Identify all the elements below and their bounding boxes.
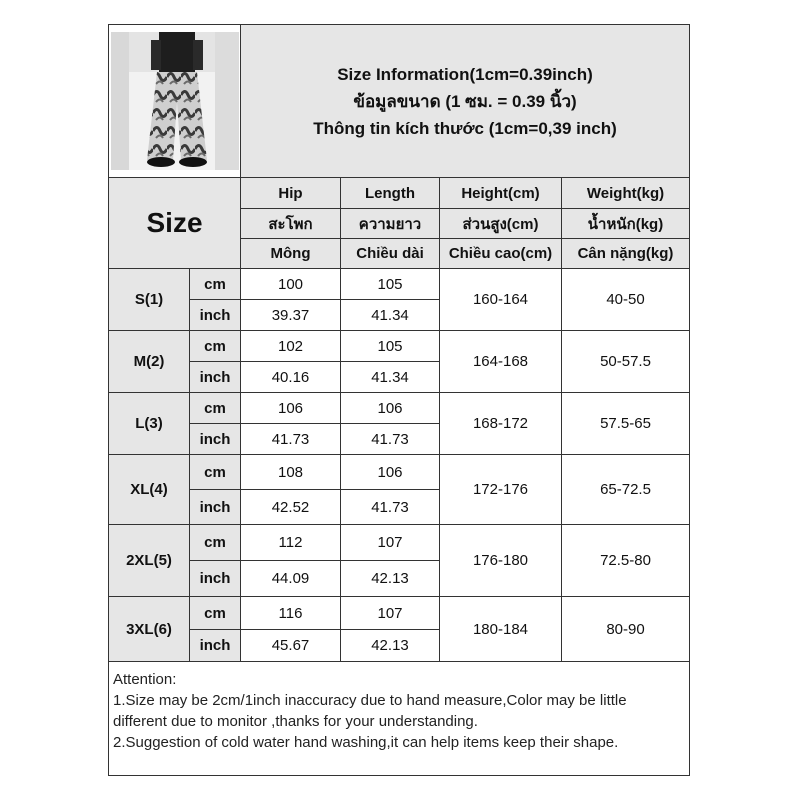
height-range: 180-184 — [439, 596, 561, 661]
height-range: 172-176 — [439, 454, 561, 524]
size-label: S(1) — [109, 268, 189, 330]
hip-inch-value: 42.52 — [240, 489, 340, 524]
weight-range: 50-57.5 — [561, 330, 689, 392]
hip-cm-value: 100 — [240, 268, 340, 299]
weight-range: 65-72.5 — [561, 454, 689, 524]
product-photo — [111, 32, 239, 170]
hip-inch-value: 39.37 — [240, 299, 340, 330]
height-range: 164-168 — [439, 330, 561, 392]
length-cm-value: 106 — [340, 392, 439, 423]
length-inch-value: 42.13 — [340, 629, 439, 661]
weight-range: 40-50 — [561, 268, 689, 330]
length-cm-value: 106 — [340, 454, 439, 489]
size-column-header: Size — [109, 177, 240, 268]
attention-notes — [109, 661, 689, 775]
size-label: 3XL(6) — [109, 596, 189, 661]
hip-inch-value: 40.16 — [240, 361, 340, 392]
length-inch-value: 41.34 — [340, 361, 439, 392]
height-range: 176-180 — [439, 524, 561, 596]
title-english: Size Information(1cm=0.39inch) — [337, 64, 593, 84]
length-header-th: ความยาว — [340, 208, 439, 238]
length-inch-value: 41.34 — [340, 299, 439, 330]
length-cm-value: 105 — [340, 268, 439, 299]
unit-cm-label: cm — [189, 454, 240, 489]
hip-header-vi: Mông — [240, 238, 340, 268]
weight-range: 72.5-80 — [561, 524, 689, 596]
unit-inch-label: inch — [189, 560, 240, 596]
unit-cm-label: cm — [189, 524, 240, 560]
hip-cm-value: 116 — [240, 596, 340, 629]
note-line-1b: different due to monitor ,thanks for your understanding. — [113, 713, 478, 730]
hip-header-th: สะโพก — [240, 208, 340, 238]
weight-range: 57.5-65 — [561, 392, 689, 454]
length-inch-value: 41.73 — [340, 423, 439, 454]
height-range: 160-164 — [439, 268, 561, 330]
length-inch-value: 42.13 — [340, 560, 439, 596]
weight-header-en: Weight(kg) — [561, 177, 689, 208]
unit-cm-label: cm — [189, 392, 240, 423]
unit-inch-label: inch — [189, 299, 240, 330]
size-label: 2XL(5) — [109, 524, 189, 596]
length-cm-value: 107 — [340, 524, 439, 560]
size-label: M(2) — [109, 330, 189, 392]
unit-inch-label: inch — [189, 423, 240, 454]
unit-inch-label: inch — [189, 489, 240, 524]
size-label: L(3) — [109, 392, 189, 454]
title-vietnamese: Thông tin kích thước (1cm=0,39 inch) — [313, 118, 617, 138]
height-header-th: ส่วนสูง(cm) — [439, 208, 561, 238]
hip-header-en: Hip — [240, 177, 340, 208]
unit-cm-label: cm — [189, 596, 240, 629]
hip-inch-value: 41.73 — [240, 423, 340, 454]
title-thai: ข้อมูลขนาด (1 ซม. = 0.39 นิ้ว) — [353, 91, 577, 111]
hip-inch-value: 45.67 — [240, 629, 340, 661]
length-inch-value: 41.73 — [340, 489, 439, 524]
unit-inch-label: inch — [189, 629, 240, 661]
note-line-2: 2.Suggestion of cold water hand washing,it can help items keep their shape. — [113, 734, 619, 751]
unit-cm-label: cm — [189, 268, 240, 299]
size-info-title — [240, 25, 689, 177]
hip-cm-value: 108 — [240, 454, 340, 489]
weight-header-vi: Cân nặng(kg) — [561, 238, 689, 268]
height-header-vi: Chiều cao(cm) — [439, 238, 561, 268]
attention-heading: Attention: — [113, 671, 177, 688]
length-cm-value: 105 — [340, 330, 439, 361]
hip-inch-value: 44.09 — [240, 560, 340, 596]
length-header-vi: Chiều dài — [340, 238, 439, 268]
weight-range: 80-90 — [561, 596, 689, 661]
length-cm-value: 107 — [340, 596, 439, 629]
height-header-en: Height(cm) — [439, 177, 561, 208]
length-header-en: Length — [340, 177, 439, 208]
weight-header-th: น้ำหนัก(kg) — [561, 208, 689, 238]
unit-cm-label: cm — [189, 330, 240, 361]
unit-inch-label: inch — [189, 361, 240, 392]
note-line-1a: 1.Size may be 2cm/1inch inaccuracy due to hand measure,Color may be little — [113, 692, 627, 709]
size-label: XL(4) — [109, 454, 189, 524]
hip-cm-value: 102 — [240, 330, 340, 361]
height-range: 168-172 — [439, 392, 561, 454]
hip-cm-value: 106 — [240, 392, 340, 423]
size-chart — [108, 24, 690, 776]
hip-cm-value: 112 — [240, 524, 340, 560]
